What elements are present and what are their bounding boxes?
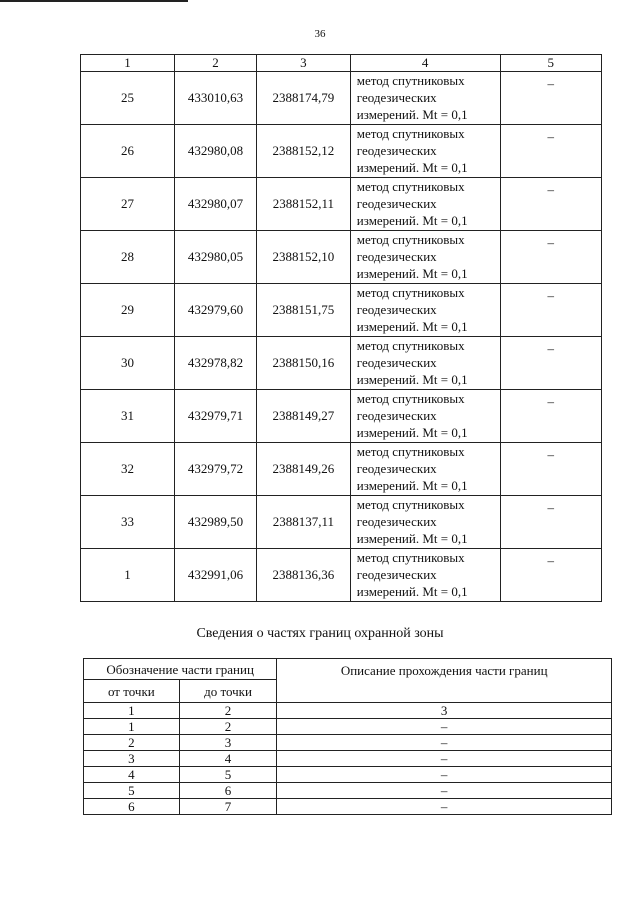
note-dash: – <box>547 235 555 250</box>
method-cell <box>350 178 500 231</box>
description-cell: – <box>277 719 612 735</box>
to-point-cell: 5 <box>179 767 277 783</box>
method-text-line: измерений. Mt = 0,1 <box>356 584 468 599</box>
x-coordinate-cell: 432979,60 <box>174 284 256 337</box>
method-text-line: геодезических <box>356 408 437 423</box>
x-coordinate-cell: 432989,50 <box>174 496 256 549</box>
y-coordinate-cell: 2388152,12 <box>256 125 350 178</box>
to-point-cell: 6 <box>179 783 277 799</box>
description-cell: – <box>277 751 612 767</box>
note-dash: – <box>547 394 555 409</box>
point-number-cell: 26 <box>81 125 175 178</box>
header-to-point: до точки <box>179 680 277 703</box>
note-dash: – <box>547 76 555 91</box>
y-coordinate-cell: 2388150,16 <box>256 337 350 390</box>
point-number-cell: 32 <box>81 443 175 496</box>
note-dash: – <box>547 182 555 197</box>
method-text-line: геодезических <box>356 196 437 211</box>
from-point-cell: 6 <box>84 799 180 815</box>
method-cell <box>350 231 500 284</box>
description-cell: – <box>277 735 612 751</box>
point-number-cell: 33 <box>81 496 175 549</box>
note-cell <box>500 178 601 231</box>
table-row <box>81 178 602 231</box>
method-text-line: измерений. Mt = 0,1 <box>356 107 468 122</box>
header-boundary-part: Обозначение части границ <box>84 659 277 680</box>
section-title: Сведения о частях границ охранной зоны <box>196 626 444 641</box>
method-text-line: метод спутниковых <box>356 73 465 88</box>
method-text-line: метод спутниковых <box>356 497 465 512</box>
x-coordinate-cell: 432980,08 <box>174 125 256 178</box>
table-row <box>84 735 612 751</box>
x-coordinate-cell: 432979,71 <box>174 390 256 443</box>
table-row <box>84 751 612 767</box>
method-cell <box>350 443 500 496</box>
note-cell <box>500 231 601 284</box>
note-cell <box>500 284 601 337</box>
note-dash: – <box>547 553 555 568</box>
table-row <box>84 703 612 719</box>
description-cell: – <box>277 783 612 799</box>
y-coordinate-cell: 2388152,10 <box>256 231 350 284</box>
method-text-line: геодезических <box>356 143 437 158</box>
column-header: 5 <box>500 55 601 72</box>
table-row <box>81 72 602 125</box>
description-cell: – <box>277 799 612 815</box>
header-description: Описание прохождения части границ <box>277 659 612 703</box>
table-row <box>81 549 602 602</box>
method-text-line: измерений. Mt = 0,1 <box>356 425 468 440</box>
column-header: 3 <box>256 55 350 72</box>
method-text-line: измерений. Mt = 0,1 <box>356 372 468 387</box>
method-text-line: геодезических <box>356 355 437 370</box>
note-cell <box>500 125 601 178</box>
top-rule-line <box>0 0 188 2</box>
x-coordinate-cell: 432980,05 <box>174 231 256 284</box>
note-dash: – <box>547 447 555 462</box>
method-cell <box>350 284 500 337</box>
method-text-line: измерений. Mt = 0,1 <box>356 213 468 228</box>
x-coordinate-cell: 432979,72 <box>174 443 256 496</box>
from-point-cell: 1 <box>84 719 180 735</box>
note-cell <box>500 390 601 443</box>
method-text-line: метод спутниковых <box>356 338 465 353</box>
table-row <box>84 783 612 799</box>
column-header: 1 <box>81 55 175 72</box>
method-text-line: измерений. Mt = 0,1 <box>356 478 468 493</box>
method-cell <box>350 549 500 602</box>
y-coordinate-cell: 2388137,11 <box>256 496 350 549</box>
coordinates-table-header <box>81 55 602 72</box>
method-text-line: геодезических <box>356 249 437 264</box>
y-coordinate-cell: 2388152,11 <box>256 178 350 231</box>
page-number: 36 <box>314 28 326 40</box>
note-cell <box>500 549 601 602</box>
point-number-cell: 29 <box>81 284 175 337</box>
note-cell <box>500 443 601 496</box>
method-cell <box>350 337 500 390</box>
y-coordinate-cell: 2388136,36 <box>256 549 350 602</box>
point-number-cell: 28 <box>81 231 175 284</box>
table-row <box>84 799 612 815</box>
note-dash: – <box>547 129 555 144</box>
method-cell <box>350 390 500 443</box>
y-coordinate-cell: 2388151,75 <box>256 284 350 337</box>
note-cell <box>500 72 601 125</box>
point-number-cell: 30 <box>81 337 175 390</box>
x-coordinate-cell: 432991,06 <box>174 549 256 602</box>
point-number-cell: 27 <box>81 178 175 231</box>
method-cell <box>350 72 500 125</box>
method-text-line: геодезических <box>356 514 437 529</box>
x-coordinate-cell: 432978,82 <box>174 337 256 390</box>
coordinates-table <box>80 54 602 602</box>
description-cell: – <box>277 767 612 783</box>
to-point-cell: 2 <box>179 703 277 719</box>
method-text-line: метод спутниковых <box>356 179 465 194</box>
from-point-cell: 5 <box>84 783 180 799</box>
table-row <box>84 719 612 735</box>
from-point-cell: 1 <box>84 703 180 719</box>
to-point-cell: 7 <box>179 799 277 815</box>
table-row <box>84 767 612 783</box>
to-point-cell: 2 <box>179 719 277 735</box>
note-cell <box>500 496 601 549</box>
note-cell <box>500 337 601 390</box>
x-coordinate-cell: 433010,63 <box>174 72 256 125</box>
table-row <box>81 496 602 549</box>
method-text-line: метод спутниковых <box>356 391 465 406</box>
note-dash: – <box>547 500 555 515</box>
method-text-line: метод спутниковых <box>356 444 465 459</box>
from-point-cell: 3 <box>84 751 180 767</box>
method-text-line: измерений. Mt = 0,1 <box>356 531 468 546</box>
method-text-line: измерений. Mt = 0,1 <box>356 160 468 175</box>
column-header: 4 <box>350 55 500 72</box>
table-row <box>81 231 602 284</box>
table-row <box>81 390 602 443</box>
y-coordinate-cell: 2388149,26 <box>256 443 350 496</box>
method-text-line: измерений. Mt = 0,1 <box>356 266 468 281</box>
point-number-cell: 31 <box>81 390 175 443</box>
method-text-line: геодезических <box>356 302 437 317</box>
method-cell <box>350 496 500 549</box>
note-dash: – <box>547 288 555 303</box>
note-dash: – <box>547 341 555 356</box>
method-text-line: геодезических <box>356 90 437 105</box>
from-point-cell: 4 <box>84 767 180 783</box>
method-text-line: геодезических <box>356 567 437 582</box>
method-text-line: метод спутниковых <box>356 285 465 300</box>
y-coordinate-cell: 2388174,79 <box>256 72 350 125</box>
method-cell <box>350 125 500 178</box>
method-text-line: измерений. Mt = 0,1 <box>356 319 468 334</box>
table-row <box>81 284 602 337</box>
method-text-line: геодезических <box>356 461 437 476</box>
method-text-line: метод спутниковых <box>356 126 465 141</box>
from-point-cell: 2 <box>84 735 180 751</box>
parts-table-header <box>84 659 612 680</box>
to-point-cell: 3 <box>179 735 277 751</box>
table-row <box>81 337 602 390</box>
point-number-cell: 1 <box>81 549 175 602</box>
to-point-cell: 4 <box>179 751 277 767</box>
boundary-parts-table <box>83 658 612 815</box>
table-row <box>81 125 602 178</box>
method-text-line: метод спутниковых <box>356 550 465 565</box>
header-from-point: от точки <box>84 680 180 703</box>
description-cell: 3 <box>277 703 612 719</box>
x-coordinate-cell: 432980,07 <box>174 178 256 231</box>
column-header: 2 <box>174 55 256 72</box>
method-text-line: метод спутниковых <box>356 232 465 247</box>
y-coordinate-cell: 2388149,27 <box>256 390 350 443</box>
table-row <box>81 443 602 496</box>
point-number-cell: 25 <box>81 72 175 125</box>
